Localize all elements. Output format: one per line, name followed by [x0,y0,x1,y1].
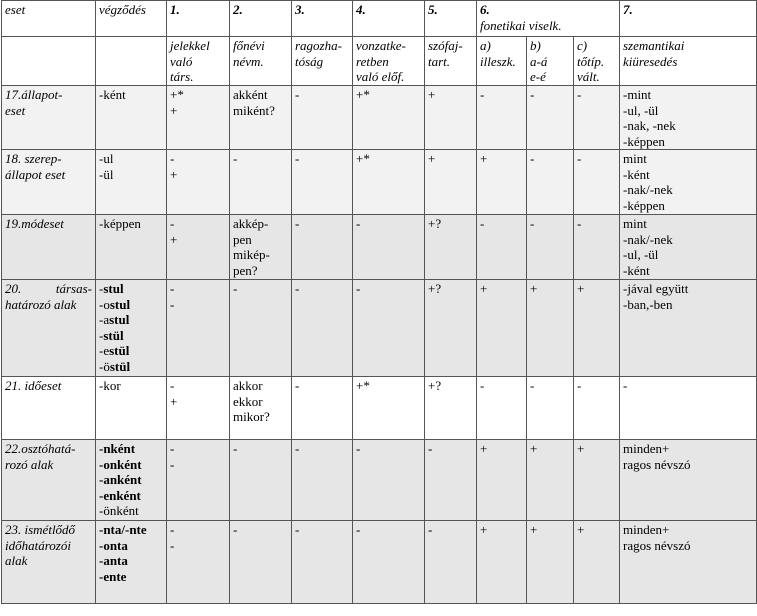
subheader-col-5 [425,37,477,86]
cell-line: - [170,522,175,537]
cell-eset [2,521,96,604]
cell-line: - [356,216,361,231]
cell-c6b [527,521,574,604]
cell-line: -nak, -nek [623,118,676,133]
subheader-col-6c [574,37,620,86]
cell-line: szemantikai [623,38,685,53]
subheader-col-4 [353,37,425,86]
cell-line: rozó alak [5,456,54,472]
cell-line: 20. társas- [5,281,92,296]
cell-line: -ként [623,262,650,278]
cell-line: - [577,87,582,102]
cell-vegzodes [96,86,167,150]
header-col-3: 3. [292,1,353,37]
cell-line: eset [5,102,26,118]
cell-c6a [477,215,527,280]
cell-line: -mint [623,87,652,102]
suffix-line: -nként [99,441,136,456]
cell-line: - [170,216,175,231]
cell-line: névm. [233,53,264,69]
cell-line: -ul [99,151,114,166]
cell-line: +* [356,151,370,166]
cell-c5 [425,215,477,280]
cell-c6a [477,377,527,440]
cell-line: -kor [99,378,121,393]
cell-line: jelekkel [170,38,210,53]
header-col-5: 5. [425,1,477,37]
cell-line: akkor [233,378,263,393]
cell-line: kiüresedés [623,53,678,69]
cell-c5 [425,377,477,440]
suffix-line: -nta/-nte [99,522,147,537]
suffix-line: -enként [99,487,141,503]
cell-line: - [530,378,535,393]
suffix-line: -onként [99,456,142,472]
cell-c2 [230,86,292,150]
cell-line: időhatározói [5,537,71,553]
cell-line: + [480,441,488,456]
cell-line: + [530,522,538,537]
cell-line: 19.módeset [5,216,64,231]
header-eset: eset [2,1,96,37]
cell-line: vált. [577,69,600,84]
cell-line: a-á [530,53,548,69]
cell-c6c [574,280,620,377]
cell-line: akkép- [233,216,269,231]
cell-line: + [480,522,488,537]
cell-line: pen [233,231,252,247]
cell-eset [2,215,96,280]
cell-line: +? [428,216,442,231]
cell-c6b [527,150,574,215]
cell-line: - [295,441,300,456]
cell-line: - [480,378,485,393]
cell-c5 [425,86,477,150]
suffix-line: -estül [99,343,130,358]
cell-c6c [574,440,620,521]
cell-c3 [292,377,353,440]
cell-c6c [574,215,620,280]
cell-c6a [477,521,527,604]
grammar-table [1,0,757,604]
cell-line: - [233,151,238,166]
cell-c3 [292,440,353,521]
cell-line: társ. [170,69,194,84]
table-row [2,280,757,377]
cell-c7 [620,86,757,150]
cell-line: mikép- [233,247,270,262]
cell-line: b) [530,38,541,53]
subheader-row [2,37,757,86]
cell-c6c [574,86,620,150]
cell-c7 [620,150,757,215]
cell-line: tőtíp. [577,53,605,69]
cell-eset [2,440,96,521]
suffix-line: -stul [99,281,124,296]
cell-c3 [292,215,353,280]
suffix-line: -anként [99,472,142,487]
cell-line: - [428,441,433,456]
cell-c4 [353,521,425,604]
cell-line: -ban,-ben [623,296,673,312]
cell-c7 [620,377,757,440]
cell-line: 17.állapot- [5,87,63,102]
cell-line: + [170,393,178,409]
cell-vegzodes [96,440,167,521]
cell-line: határozó alak [5,296,77,312]
cell-c5 [425,150,477,215]
table-row [2,521,757,604]
cell-c1 [167,280,230,377]
cell-line: - [356,441,361,456]
cell-line: +* [356,378,370,393]
cell-line: - [295,522,300,537]
cell-line: - [623,378,628,393]
suffix-line: -stül [99,327,124,343]
cell-line: - [356,522,361,537]
cell-line: - [530,151,535,166]
cell-line: minden+ [623,522,670,537]
cell-line: + [530,281,538,296]
cell-line: 23. ismétlődő [5,522,76,537]
cell-c4 [353,440,425,521]
cell-line: főnévi [233,38,265,53]
cell-line: - [295,378,300,393]
cell-c3 [292,521,353,604]
cell-vegzodes [96,215,167,280]
cell-line: tart. [428,53,451,69]
cell-line: - [530,87,535,102]
cell-line: - [480,216,485,231]
cell-c7 [620,280,757,377]
cell-vegzodes [96,150,167,215]
cell-line: - [170,378,175,393]
cell-line: való előf. [356,69,405,84]
table-row [2,86,757,150]
cell-line: akként [233,87,268,102]
cell-line: -képpen [99,216,141,231]
suffix-line: -onta [99,537,128,553]
cell-c6a [477,150,527,215]
cell-line: - [530,216,535,231]
cell-c4 [353,377,425,440]
cell-line: - [295,87,300,102]
cell-line: - [577,216,582,231]
cell-line: -ül [99,166,114,182]
suffix-line: -anta [99,553,128,568]
cell-c3 [292,280,353,377]
cell-line: mint [623,216,647,231]
cell-c6b [527,86,574,150]
cell-line: - [170,281,175,296]
table-row [2,150,757,215]
cell-line: - [295,151,300,166]
subheader-col-2 [230,37,292,86]
cell-line: - [295,216,300,231]
cell-line: ragos névszó [623,456,691,472]
cell-line: c) [577,38,588,53]
cell-c2 [230,440,292,521]
table-row [2,377,757,440]
cell-c6c [574,150,620,215]
cell-line: 21. időeset [5,378,62,393]
cell-line: - [170,537,175,553]
cell-c6a [477,280,527,377]
cell-line: - [295,281,300,296]
cell-c6a [477,440,527,521]
cell-line: - [577,378,582,393]
cell-vegzodes [96,521,167,604]
cell-line: + [428,151,436,166]
cell-eset [2,86,96,150]
cell-line: + [170,102,178,118]
cell-line: vonzatke- [356,38,406,53]
cell-line: ragozha- [295,38,342,53]
header-vegzodes: végződés [96,1,167,37]
cell-line: - [577,151,582,166]
cell-c7 [620,440,757,521]
cell-line: miként? [233,102,275,118]
cell-line: + [530,441,538,456]
cell-line: mikor? [233,409,270,424]
cell-c7 [620,521,757,604]
cell-c6b [527,440,574,521]
cell-line: tóság [295,53,324,69]
table-row [2,440,757,521]
cell-line: -jával együtt [623,281,689,296]
header-col-7: 7. [620,1,757,37]
cell-line: +* [356,87,370,102]
cell-c6c [574,377,620,440]
cell-line: +* [170,87,184,102]
subheader-vegzodes [96,37,167,86]
cell-c1 [167,150,230,215]
cell-line: - [233,522,238,537]
cell-line: + [428,87,436,102]
cell-line: + [480,281,488,296]
cell-c4 [353,150,425,215]
cell-line: - [233,441,238,456]
cell-line: alak [5,553,28,568]
cell-line: -nak/-nek [623,182,673,197]
cell-c4 [353,86,425,150]
cell-line: -nak/-nek [623,231,673,247]
cell-line: + [170,231,178,247]
subheader-col-6a [477,37,527,86]
header-row [2,1,757,37]
cell-line: + [170,166,178,182]
cell-line: mint [623,151,647,166]
cell-line: -ul, -ül [623,102,659,118]
cell-c2 [230,377,292,440]
cell-c1 [167,86,230,150]
header-col-4: 4. [353,1,425,37]
cell-c4 [353,280,425,377]
header-col-6: 6. fonetikai viselk. [477,1,620,37]
cell-c2 [230,521,292,604]
cell-line: illeszk. [480,53,516,69]
cell-c6b [527,377,574,440]
cell-c5 [425,440,477,521]
cell-line: szófaj- [428,38,463,53]
cell-c1 [167,440,230,521]
subheader-col-3 [292,37,353,86]
cell-c6c [574,521,620,604]
cell-vegzodes [96,377,167,440]
cell-line: +? [428,378,442,393]
cell-line: ekkor [233,393,263,409]
cell-eset [2,280,96,377]
cell-vegzodes [96,280,167,377]
cell-line: e-é [530,69,546,84]
cell-c1 [167,377,230,440]
table-row [2,215,757,280]
cell-c6b [527,280,574,377]
cell-line: minden+ [623,441,670,456]
suffix-line: -östül [99,358,131,374]
cell-line: -ként [99,87,126,102]
cell-c2 [230,215,292,280]
cell-line: -képpen [623,133,665,149]
cell-c3 [292,86,353,150]
subheader-col-6b [527,37,574,86]
cell-line: +? [428,281,442,296]
cell-line: pen? [233,262,258,278]
cell-eset [2,150,96,215]
cell-c5 [425,521,477,604]
cell-line: -ul, -ül [623,247,659,262]
subheader-col-1 [167,37,230,86]
header-col-2: 2. [230,1,292,37]
cell-line: - [170,456,175,472]
suffix-line: -ente [99,568,127,584]
cell-line: - [428,522,433,537]
cell-line: - [170,441,175,456]
suffix-line: -ostul [99,296,131,312]
cell-c7 [620,215,757,280]
cell-line: 18. szerep- [5,151,62,166]
cell-line: a) [480,38,491,53]
cell-c2 [230,150,292,215]
cell-line: ragos névszó [623,537,691,553]
cell-line: + [577,522,585,537]
cell-c2 [230,280,292,377]
cell-c6b [527,215,574,280]
cell-c6a [477,86,527,150]
cell-c5 [425,280,477,377]
subheader-col-7 [620,37,757,86]
suffix-line: -önként [99,503,139,518]
cell-eset [2,377,96,440]
cell-line: + [577,281,585,296]
cell-line: + [577,441,585,456]
cell-c4 [353,215,425,280]
cell-line: + [480,151,488,166]
cell-line: retben [356,53,389,69]
cell-line: - [480,87,485,102]
suffix-line: -astul [99,312,130,327]
cell-line: való [170,53,193,69]
cell-line: - [170,296,175,312]
cell-line: - [170,151,175,166]
cell-c3 [292,150,353,215]
cell-c1 [167,521,230,604]
cell-line: -ként [623,166,650,182]
cell-line: - [233,281,238,296]
cell-c1 [167,215,230,280]
cell-line: 22.osztóhatá- [5,441,76,456]
header-col-1: 1. [167,1,230,37]
cell-line: -képpen [623,197,665,213]
cell-line: - [356,281,361,296]
cell-line: állapot eset [5,166,66,182]
subheader-eset [2,37,96,86]
